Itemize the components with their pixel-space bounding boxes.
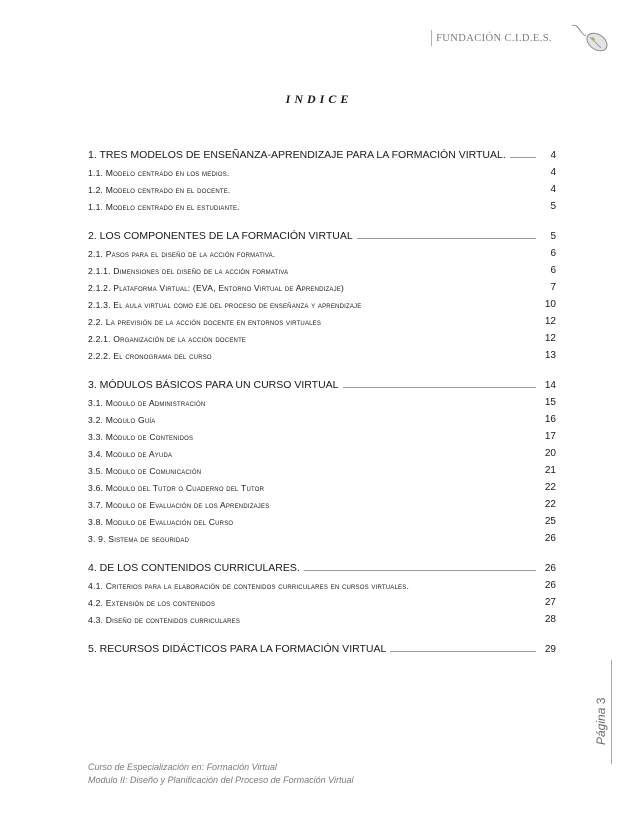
toc-leader-line [304,570,536,571]
toc-page-number: 16 [544,414,556,425]
footer-module: Modulo II: Diseño y Planificación del Proceso de Formación Virtual [88,775,354,785]
toc-entry-label: 2.1.2. Plataforma Virtual: (EVA, Entorno Virtual de Aprendizaje) [88,283,345,293]
header-org-name: FUNDACIÓN C.I.D.E.S. [436,32,552,44]
toc-entry-label: 3.4. Modulo de Ayuda [88,449,173,459]
toc-page-number: 22 [544,482,556,493]
toc-section-gap [88,212,556,225]
toc-subsection-entry[interactable] [88,178,556,195]
toc-subsection-entry[interactable] [88,293,556,310]
toc-page-number: 12 [544,333,556,344]
toc-page-number: 29 [544,644,556,655]
toc-subsection-entry[interactable] [88,574,556,591]
toc-entry-label: 3.8. Modulo de Evaluación del Curso [88,517,234,527]
toc-subsection-entry[interactable] [88,408,556,425]
toc-page-number: 7 [550,282,556,293]
page-number-label [594,698,608,745]
toc-chapter-entry[interactable] [88,557,556,574]
toc-subsection-entry[interactable] [88,195,556,212]
toc-subsection-entry[interactable] [88,276,556,293]
toc-page-number: 5 [550,231,556,242]
toc-subsection-entry[interactable] [88,391,556,408]
toc-section-gap [88,361,556,374]
toc-entry-label: 1.2. Modelo centrado en el docente. [88,185,231,195]
toc-entry-label: 2.1.1. Dimensiones del diseño de la acción formativa [88,266,289,276]
page-title: INDICE [285,92,353,106]
toc-page-number: 6 [550,265,556,276]
toc-entry-label: 3.1. Modulo de Administración [88,398,206,408]
toc-page-number: 4 [550,150,556,161]
toc-page-number: 20 [544,448,556,459]
toc-subsection-entry[interactable] [88,591,556,608]
toc-entry-label: 3.3. Módulo de Contenidos [88,432,194,442]
toc-entry-label: 2.2. La previsión de la acción docente en entornos virtuales [88,317,322,327]
toc-page-number: 13 [544,350,556,361]
toc-subsection-entry[interactable] [88,310,556,327]
toc-page-number: 26 [544,533,556,544]
toc-page-number: 27 [544,597,556,608]
toc-entry-label: 2.2.2. El cronograma del curso [88,351,212,361]
footer-course: Curso de Especialización en: Formación Virtual [88,762,277,772]
toc-entry-label: 1.1. Modelo centrado en los medios. [88,168,230,178]
toc-entry-label: 2.1. Pasos para el diseño de la acción formativa. [88,249,276,259]
toc-leader-line [390,651,536,652]
toc-page-number: 6 [550,248,556,259]
toc-page-number: 22 [544,499,556,510]
toc-entry-label: 1.1. Modelo centrado en el estudiante. [88,202,240,212]
toc-subsection-entry[interactable] [88,161,556,178]
toc-page-number: 26 [544,563,556,574]
toc-page-number: 4 [550,167,556,178]
toc-chapter-entry[interactable] [88,225,556,242]
page-footer [88,761,353,787]
toc-subsection-entry[interactable] [88,510,556,527]
toc-entry-label: 3. MÓDULOS BÁSICOS PARA UN CURSO VIRTUAL [88,379,339,391]
toc-section-gap [88,625,556,638]
toc-leader-line [357,238,536,239]
toc-subsection-entry[interactable] [88,259,556,276]
toc-entry-label: 2.1.3. El aula virtual como eje del proceso de enseñanza y aprendizaje [88,300,362,310]
toc-entry-label: 5. RECURSOS DIDÁCTICOS PARA LA FORMACIÓN VIRTUAL [88,643,387,655]
page-header [431,30,552,46]
computer-mouse-icon [568,20,612,60]
toc-page-number: 12 [544,316,556,327]
toc-subsection-entry[interactable] [88,425,556,442]
toc-section-gap [88,544,556,557]
toc-subsection-entry[interactable] [88,527,556,544]
toc-page-number: 21 [544,465,556,476]
toc-leader-line [510,157,536,158]
toc-chapter-entry[interactable] [88,374,556,391]
toc-entry-label: 2. LOS COMPONENTES DE LA FORMACIÓN VIRTUAL [88,230,353,242]
toc-subsection-entry[interactable] [88,242,556,259]
toc-chapter-entry[interactable] [88,638,556,655]
toc-page-number: 5 [550,201,556,212]
table-of-contents [88,144,556,655]
toc-entry-label: 4.1. Criterios para la elaboración de contenidos curriculares en cursos virtuales. [88,581,410,591]
toc-page-number: 14 [544,380,556,391]
toc-entry-label: 3.6. Modulo del Tutor o Cuaderno del Tutor [88,483,265,493]
toc-entry-label: 3.7. Modulo de Evaluación de los Aprendizajes [88,500,270,510]
toc-entry-label: 4. DE LOS CONTENIDOS CURRICULARES. [88,562,300,574]
toc-page-number: 10 [544,299,556,310]
toc-entry-label: 3. 9. Sistema de seguridad [88,534,190,544]
toc-entry-label: 3.5. Modulo de Comunicación [88,466,202,476]
header-divider [431,30,432,46]
toc-subsection-entry[interactable] [88,344,556,361]
toc-entry-label: 3.2. Modulo Guía [88,415,156,425]
toc-chapter-entry[interactable] [88,144,556,161]
page-word: Página [594,707,608,745]
toc-entry-label: 4.3. Diseño de contenidos curriculares [88,615,241,625]
toc-subsection-entry[interactable] [88,476,556,493]
toc-page-number: 26 [544,580,556,591]
side-divider [611,660,612,764]
toc-subsection-entry[interactable] [88,327,556,344]
toc-subsection-entry[interactable] [88,608,556,625]
toc-subsection-entry[interactable] [88,459,556,476]
toc-entry-label: 2.2.1. Organización de la acción docente [88,334,247,344]
toc-page-number: 15 [544,397,556,408]
toc-page-number: 25 [544,516,556,527]
toc-leader-line [343,387,536,388]
toc-page-number: 4 [550,184,556,195]
toc-subsection-entry[interactable] [88,442,556,459]
toc-subsection-entry[interactable] [88,493,556,510]
page-number: 3 [594,697,608,705]
toc-entry-label: 4.2. Extensión de los contenidos [88,598,216,608]
toc-page-number: 17 [544,431,556,442]
toc-page-number: 28 [544,614,556,625]
toc-entry-label: 1. TRES MODELOS DE ENSEÑANZA-APRENDIZAJE PARA LA FORMACIÓN VIRTUAL. [88,149,506,161]
